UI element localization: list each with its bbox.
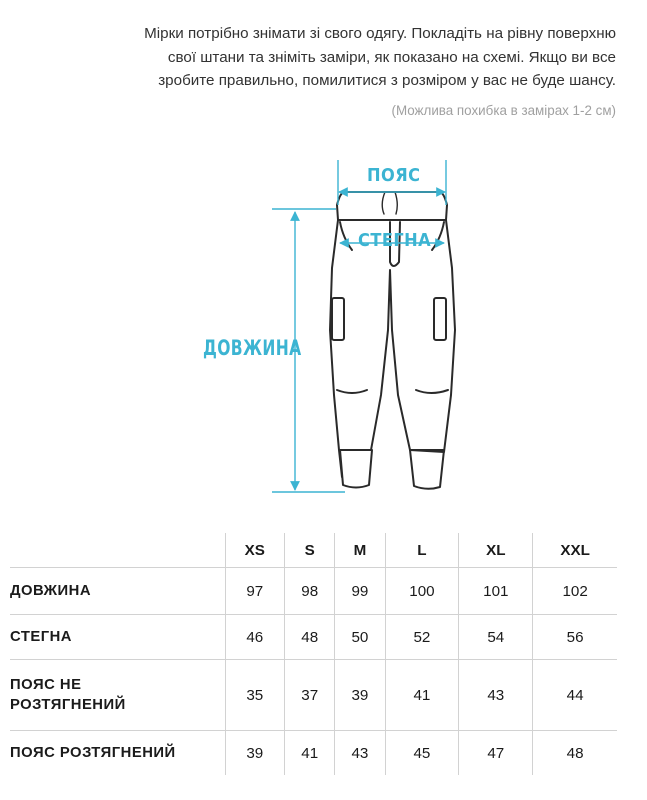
table-cell: 101 bbox=[459, 568, 533, 615]
row-label: ПОЯС НЕ РОЗТЯГНЕНИЙ bbox=[10, 660, 225, 731]
right-knee bbox=[416, 390, 448, 393]
left-cuff bbox=[340, 450, 372, 488]
table-cell: 43 bbox=[335, 731, 385, 776]
intro-line-3: зробите правильно, помилитися з розміром у вас не буде шансу. bbox=[158, 72, 616, 89]
table-cell: 99 bbox=[335, 568, 385, 615]
drawstring bbox=[382, 192, 397, 214]
right-cuff bbox=[410, 450, 444, 489]
table-cell: 47 bbox=[459, 731, 533, 776]
intro-line-2: свої штани та зніміть заміри, як показано на схемі. Якщо ви все bbox=[167, 48, 616, 66]
row-label: ДОВЖИНА bbox=[10, 568, 225, 615]
size-l: L bbox=[385, 533, 459, 568]
table-cell: 45 bbox=[385, 731, 459, 776]
left-knee bbox=[337, 390, 367, 393]
right-cargo-pocket bbox=[434, 298, 446, 340]
corner-cell bbox=[10, 533, 225, 568]
table-cell: 44 bbox=[533, 660, 617, 731]
error-note: (Можлива похибка в замірах 1-2 см) bbox=[391, 103, 616, 118]
measurement-guides bbox=[272, 160, 446, 492]
table-row bbox=[10, 568, 617, 615]
table-row bbox=[10, 731, 617, 776]
intro-line-1: Мірки потрібно знімати зі свого одягу. Покладіть на рівну поверхню bbox=[144, 25, 616, 42]
table-cell: 48 bbox=[285, 615, 335, 660]
table-cell: 52 bbox=[385, 615, 459, 660]
size-header-row bbox=[10, 533, 617, 568]
table-cell: 102 bbox=[533, 568, 617, 615]
size-xs: XS bbox=[225, 533, 285, 568]
table-cell: 100 bbox=[385, 568, 459, 615]
table-cell: 48 bbox=[533, 731, 617, 776]
table-cell: 46 bbox=[225, 615, 285, 660]
row-label: СТЕГНА bbox=[10, 615, 225, 660]
waist-label: ПОЯС bbox=[367, 165, 421, 186]
table-cell: 43 bbox=[459, 660, 533, 731]
table-cell: 41 bbox=[285, 731, 335, 776]
table-cell: 41 bbox=[385, 660, 459, 731]
left-cargo-pocket bbox=[332, 298, 344, 340]
right-front-pocket bbox=[432, 222, 444, 250]
waistband bbox=[337, 192, 447, 220]
pants-body bbox=[330, 220, 455, 477]
table-cell: 39 bbox=[225, 731, 285, 776]
row-label: ПОЯС РОЗТЯГНЕНИЙ bbox=[10, 745, 176, 761]
table-cell: 35 bbox=[225, 660, 285, 731]
table-cell: 37 bbox=[285, 660, 335, 731]
size-xl: XL bbox=[459, 533, 533, 568]
size-s: S bbox=[285, 533, 335, 568]
hips-label: СТЕГНА bbox=[358, 230, 432, 251]
size-xxl: XXL bbox=[533, 533, 617, 568]
table-cell: 39 bbox=[335, 660, 385, 731]
table-cell: 54 bbox=[459, 615, 533, 660]
size-table bbox=[10, 533, 617, 775]
size-m: M bbox=[335, 533, 385, 568]
left-front-pocket bbox=[340, 222, 352, 250]
table-row bbox=[10, 615, 617, 660]
table-row bbox=[10, 660, 617, 731]
table-cell: 97 bbox=[225, 568, 285, 615]
table-cell: 56 bbox=[533, 615, 617, 660]
table-cell: 98 bbox=[285, 568, 335, 615]
table-cell: 50 bbox=[335, 615, 385, 660]
length-label: ДОВЖИНА bbox=[203, 336, 302, 360]
